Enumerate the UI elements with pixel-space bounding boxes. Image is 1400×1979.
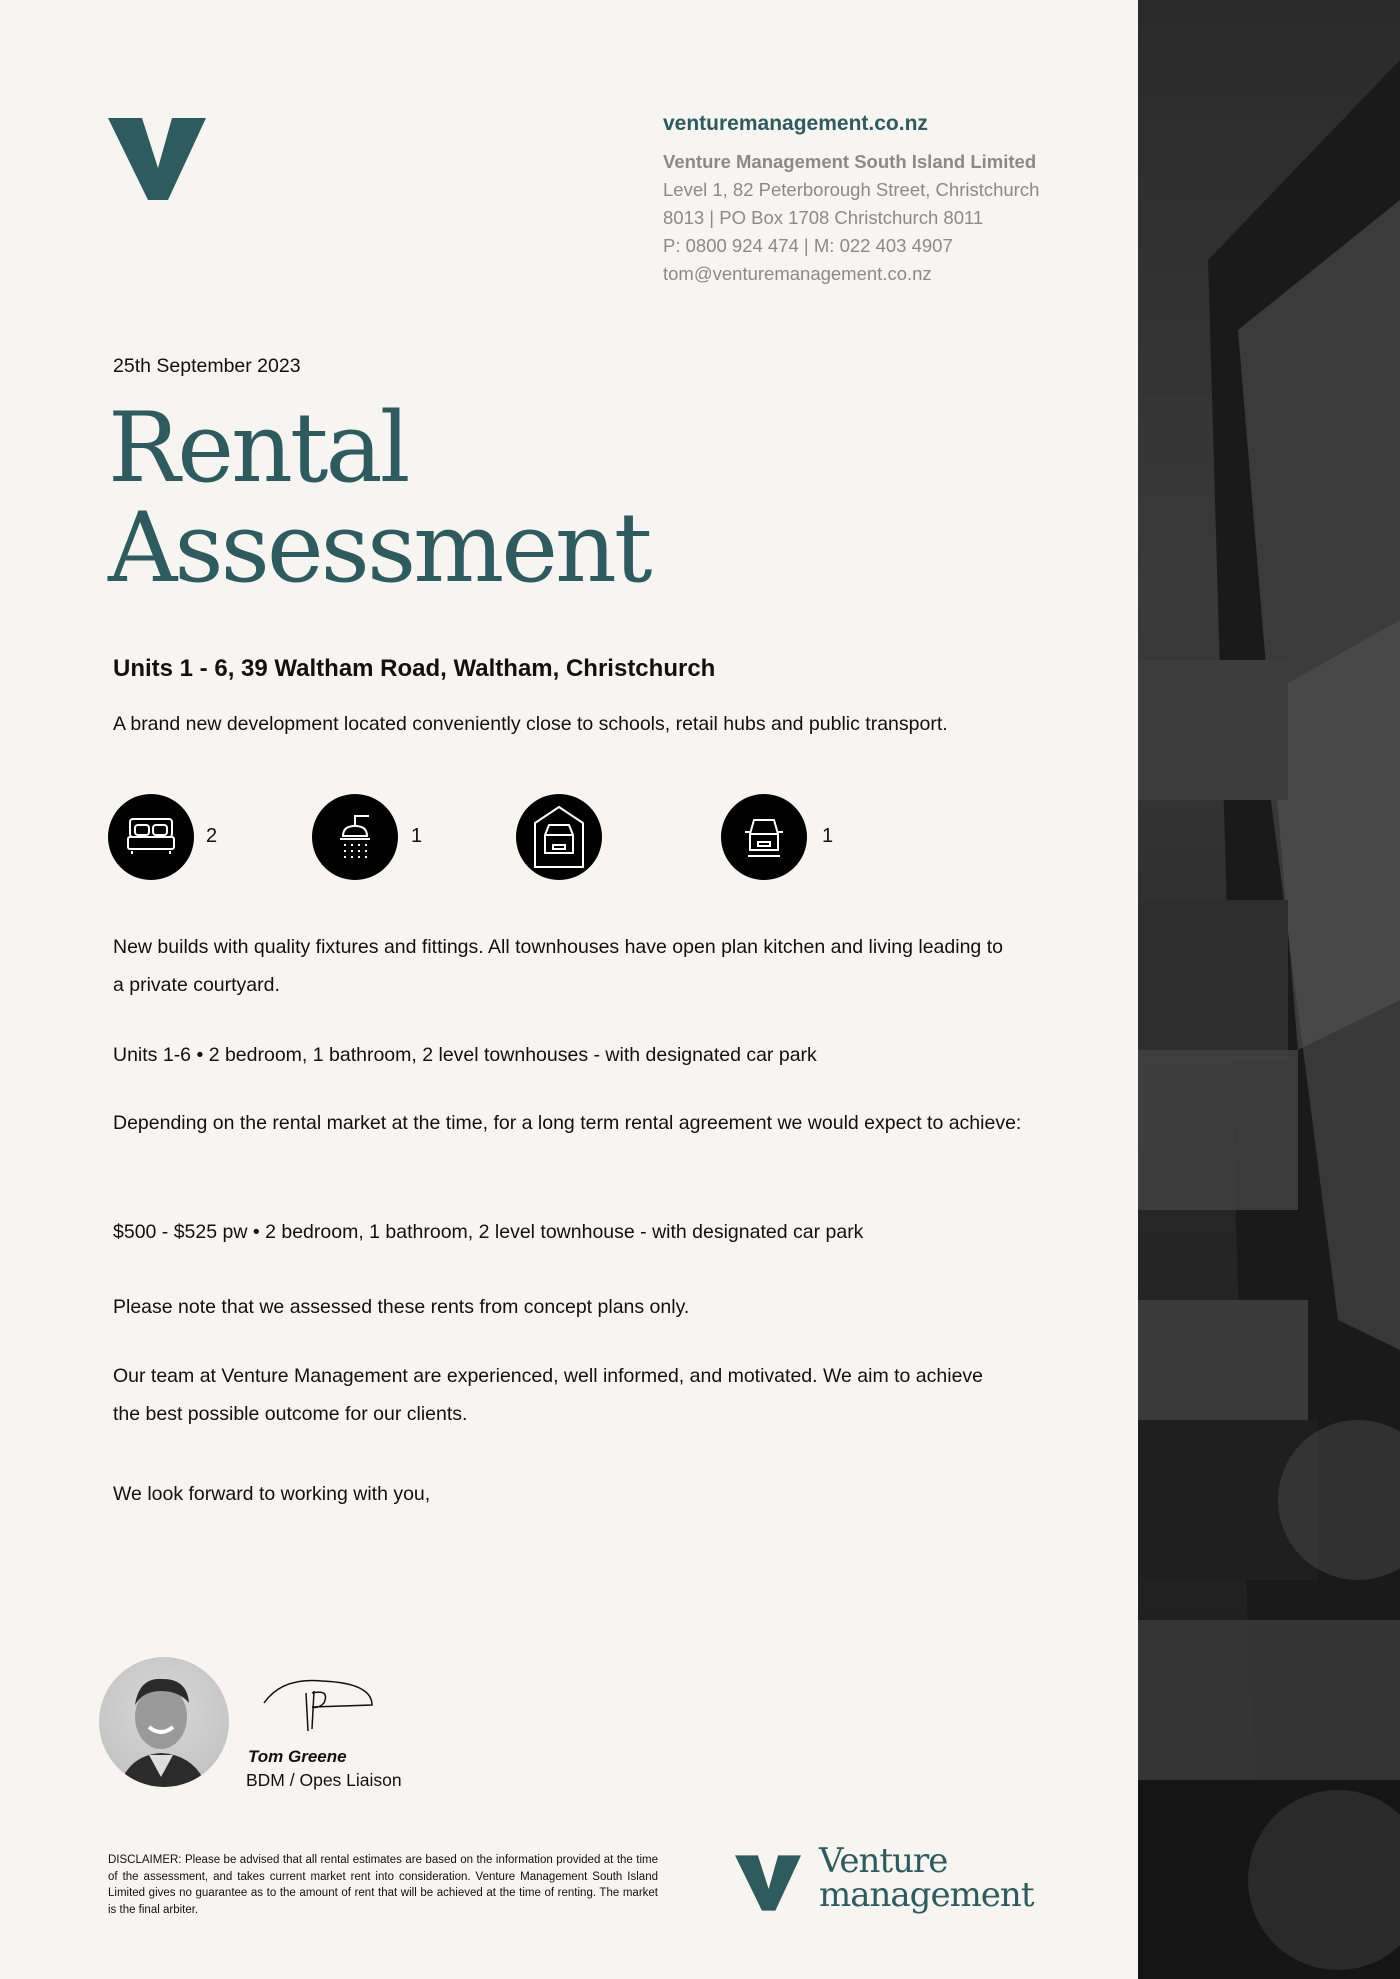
paragraph-fixtures: New builds with quality fixtures and fittings. All townhouses have open plan kitchen and living leading to a private courtyard. (113, 936, 1003, 996)
phone-numbers: P: 0800 924 474 | M: 022 403 4907 (663, 235, 953, 256)
building-photo (1138, 0, 1400, 1979)
signatory-name: Tom Greene (248, 1747, 347, 1766)
website-link[interactable]: venturemanagement.co.nz (663, 112, 928, 135)
footer-logo-line-1: Venture (819, 1841, 948, 1881)
carparks-count: 1 (822, 825, 834, 847)
signatory-role: BDM / Opes Liaison (246, 1770, 402, 1790)
address-line-2: 8013 | PO Box 1708 Christchurch 8011 (663, 207, 984, 228)
company-name: Venture Management South Island Limited (663, 151, 1037, 172)
paragraph-rent-range: $500 - $525 pw • 2 bedroom, 1 bathroom, 2 level townhouse - with designated car park (113, 1221, 864, 1243)
bedrooms-count: 2 (206, 825, 218, 847)
letter-date: 25th September 2023 (113, 355, 301, 377)
paragraph-concept-note: Please note that we assessed these rents from concept plans only. (113, 1296, 690, 1318)
disclaimer: DISCLAIMER: Please be advised that all rental estimates are based on the information provided at the time of the assessment, and takes current market rent into consideration. Venture Management South Island Limited gives no guarantee as to the amount of rent that will be achieved at the time of renting. The market is the final arbiter. (108, 1854, 658, 1916)
paragraph-closing: We look forward to working with you, (113, 1483, 431, 1505)
footer-logo-v-icon (735, 1854, 801, 1912)
property-address: Units 1 - 6, 39 Waltham Road, Waltham, Christchurch (113, 655, 716, 682)
footer-logo (735, 1841, 1065, 1930)
bed-icon (108, 794, 194, 880)
paragraph-expectation: Depending on the rental market at the time, for a long term rental agreement we would expect to achieve: (113, 1112, 1022, 1134)
address-line-1: Level 1, 82 Peterborough Street, Christchurch (663, 179, 1040, 200)
footer-logo-line-2: management (819, 1875, 1034, 1915)
shower-icon (312, 794, 398, 880)
email-link[interactable]: tom@venturemanagement.co.nz (663, 263, 932, 284)
paragraph-units: Units 1-6 • 2 bedroom, 1 bathroom, 2 level townhouses - with designated car park (113, 1044, 817, 1066)
signature-image (262, 1675, 382, 1737)
bathrooms-count: 1 (411, 825, 423, 847)
title-line-1: Rental (108, 392, 408, 504)
property-summary: A brand new development located conveniently close to schools, retail hubs and public transport. (113, 713, 948, 735)
building-image (1138, 0, 1400, 1979)
page-title (108, 392, 650, 604)
venture-logo-icon (108, 118, 206, 200)
garage-icon (516, 794, 602, 880)
car-icon (721, 794, 807, 880)
signatory-avatar (99, 1657, 229, 1787)
title-line-2: Assessment (108, 492, 650, 604)
footer-logo-text (819, 1841, 1034, 1915)
paragraph-team: Our team at Venture Management are experienced, well informed, and motivated. We aim to achieve the best possible outcome for our clients. (113, 1365, 984, 1425)
contact-block (663, 110, 1039, 288)
